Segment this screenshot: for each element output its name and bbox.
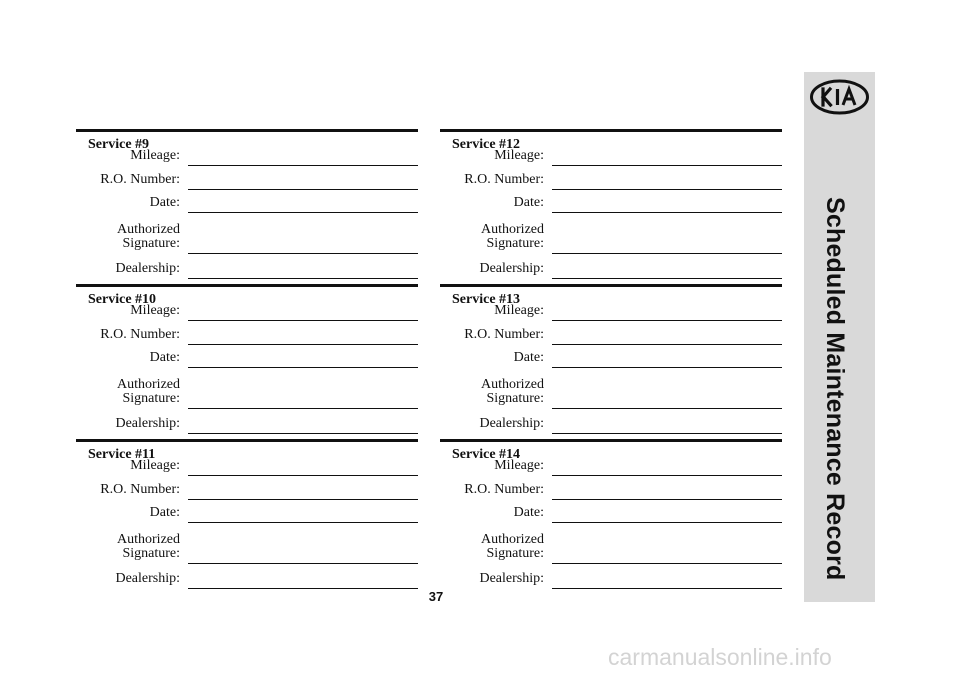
authorized-label: Authorized	[481, 532, 544, 547]
mileage-label: Mileage:	[130, 303, 180, 318]
authorized-label: Authorized	[481, 377, 544, 392]
signature-label: Signature:	[122, 236, 180, 251]
signature-label: Signature:	[486, 391, 544, 406]
watermark: carmanualsonline.info	[608, 644, 832, 670]
ro-number-input-line[interactable]	[188, 499, 418, 500]
service-title: Service #14	[452, 447, 521, 462]
service-title: Service #13	[452, 292, 521, 307]
ro-number-label: R.O. Number:	[464, 482, 544, 497]
dealership-field[interactable]	[76, 567, 418, 589]
signature-input-line[interactable]	[188, 408, 418, 409]
service-record-block	[76, 129, 418, 284]
date-input-line[interactable]	[188, 212, 418, 213]
ro-number-field[interactable]	[440, 323, 782, 345]
service-title: Service #10	[88, 292, 157, 307]
mileage-input-line[interactable]	[552, 475, 782, 476]
date-field[interactable]	[440, 501, 782, 523]
ro-number-field[interactable]	[76, 323, 418, 345]
signature-input-line[interactable]	[552, 253, 782, 254]
dealership-field[interactable]	[440, 412, 782, 434]
date-label: Date:	[149, 350, 180, 365]
service-title: Service #11	[88, 447, 156, 462]
date-input-line[interactable]	[552, 367, 782, 368]
mileage-input-line[interactable]	[552, 320, 782, 321]
dealership-input-line[interactable]	[552, 588, 782, 589]
date-label: Date:	[513, 505, 544, 520]
service-title: Service #9	[88, 137, 150, 152]
authorized-label: Authorized	[117, 222, 180, 237]
signature-input-line[interactable]	[188, 563, 418, 564]
service-record-block	[76, 284, 418, 439]
ro-number-label: R.O. Number:	[464, 327, 544, 342]
mileage-field[interactable]	[440, 144, 782, 166]
signature-label: Signature:	[486, 236, 544, 251]
dealership-field[interactable]	[440, 257, 782, 279]
ro-number-field[interactable]	[76, 168, 418, 190]
date-input-line[interactable]	[552, 212, 782, 213]
ro-number-input-line[interactable]	[552, 499, 782, 500]
mileage-field[interactable]	[76, 454, 418, 476]
authorized-label: Authorized	[117, 377, 180, 392]
signature-field[interactable]	[440, 542, 782, 564]
service-record-block	[440, 129, 782, 284]
dealership-label: Dealership:	[115, 416, 180, 431]
date-input-line[interactable]	[188, 367, 418, 368]
signature-input-line[interactable]	[552, 563, 782, 564]
mileage-field[interactable]	[440, 299, 782, 321]
signature-label: Signature:	[122, 391, 180, 406]
date-field[interactable]	[440, 346, 782, 368]
mileage-field[interactable]	[440, 454, 782, 476]
dealership-input-line[interactable]	[552, 433, 782, 434]
page-number: 37	[428, 589, 444, 604]
dealership-input-line[interactable]	[552, 278, 782, 279]
mileage-label: Mileage:	[494, 303, 544, 318]
date-label: Date:	[513, 195, 544, 210]
dealership-field[interactable]	[76, 257, 418, 279]
date-field[interactable]	[76, 501, 418, 523]
date-input-line[interactable]	[188, 522, 418, 523]
chapter-title: Scheduled Maintenance Record	[821, 197, 849, 581]
signature-input-line[interactable]	[552, 408, 782, 409]
date-field[interactable]	[76, 191, 418, 213]
mileage-field[interactable]	[76, 299, 418, 321]
signature-label: Signature:	[122, 546, 180, 561]
dealership-label: Dealership:	[479, 571, 544, 586]
dealership-field[interactable]	[76, 412, 418, 434]
date-label: Date:	[149, 195, 180, 210]
ro-number-label: R.O. Number:	[100, 172, 180, 187]
dealership-label: Dealership:	[115, 261, 180, 276]
dealership-input-line[interactable]	[188, 278, 418, 279]
mileage-field[interactable]	[76, 144, 418, 166]
signature-label: Signature:	[486, 546, 544, 561]
ro-number-input-line[interactable]	[188, 344, 418, 345]
ro-number-input-line[interactable]	[552, 189, 782, 190]
mileage-input-line[interactable]	[188, 320, 418, 321]
date-field[interactable]	[440, 191, 782, 213]
mileage-input-line[interactable]	[188, 475, 418, 476]
signature-field[interactable]	[440, 387, 782, 409]
dealership-label: Dealership:	[479, 261, 544, 276]
date-input-line[interactable]	[552, 522, 782, 523]
signature-field[interactable]	[76, 387, 418, 409]
authorized-label: Authorized	[117, 532, 180, 547]
ro-number-label: R.O. Number:	[464, 172, 544, 187]
service-record-block	[440, 284, 782, 439]
authorized-label: Authorized	[481, 222, 544, 237]
signature-field[interactable]	[440, 232, 782, 254]
dealership-label: Dealership:	[479, 416, 544, 431]
service-title: Service #12	[452, 137, 521, 152]
ro-number-input-line[interactable]	[188, 189, 418, 190]
ro-number-field[interactable]	[440, 478, 782, 500]
dealership-input-line[interactable]	[188, 433, 418, 434]
mileage-label: Mileage:	[494, 458, 544, 473]
dealership-input-line[interactable]	[188, 588, 418, 589]
service-column-left	[76, 129, 418, 594]
signature-field[interactable]	[76, 232, 418, 254]
chapter-sidebar	[804, 72, 875, 602]
mileage-input-line[interactable]	[552, 165, 782, 166]
service-column-right	[440, 129, 782, 594]
mileage-label: Mileage:	[494, 148, 544, 163]
signature-field[interactable]	[76, 542, 418, 564]
date-label: Date:	[513, 350, 544, 365]
date-field[interactable]	[76, 346, 418, 368]
ro-number-field[interactable]	[76, 478, 418, 500]
ro-number-field[interactable]	[440, 168, 782, 190]
kia-logo-icon	[809, 78, 870, 116]
date-label: Date:	[149, 505, 180, 520]
mileage-label: Mileage:	[130, 148, 180, 163]
dealership-label: Dealership:	[115, 571, 180, 586]
dealership-field[interactable]	[440, 567, 782, 589]
ro-number-input-line[interactable]	[552, 344, 782, 345]
mileage-label: Mileage:	[130, 458, 180, 473]
ro-number-label: R.O. Number:	[100, 482, 180, 497]
service-record-block	[76, 439, 418, 594]
signature-input-line[interactable]	[188, 253, 418, 254]
mileage-input-line[interactable]	[188, 165, 418, 166]
ro-number-label: R.O. Number:	[100, 327, 180, 342]
service-record-block	[440, 439, 782, 594]
